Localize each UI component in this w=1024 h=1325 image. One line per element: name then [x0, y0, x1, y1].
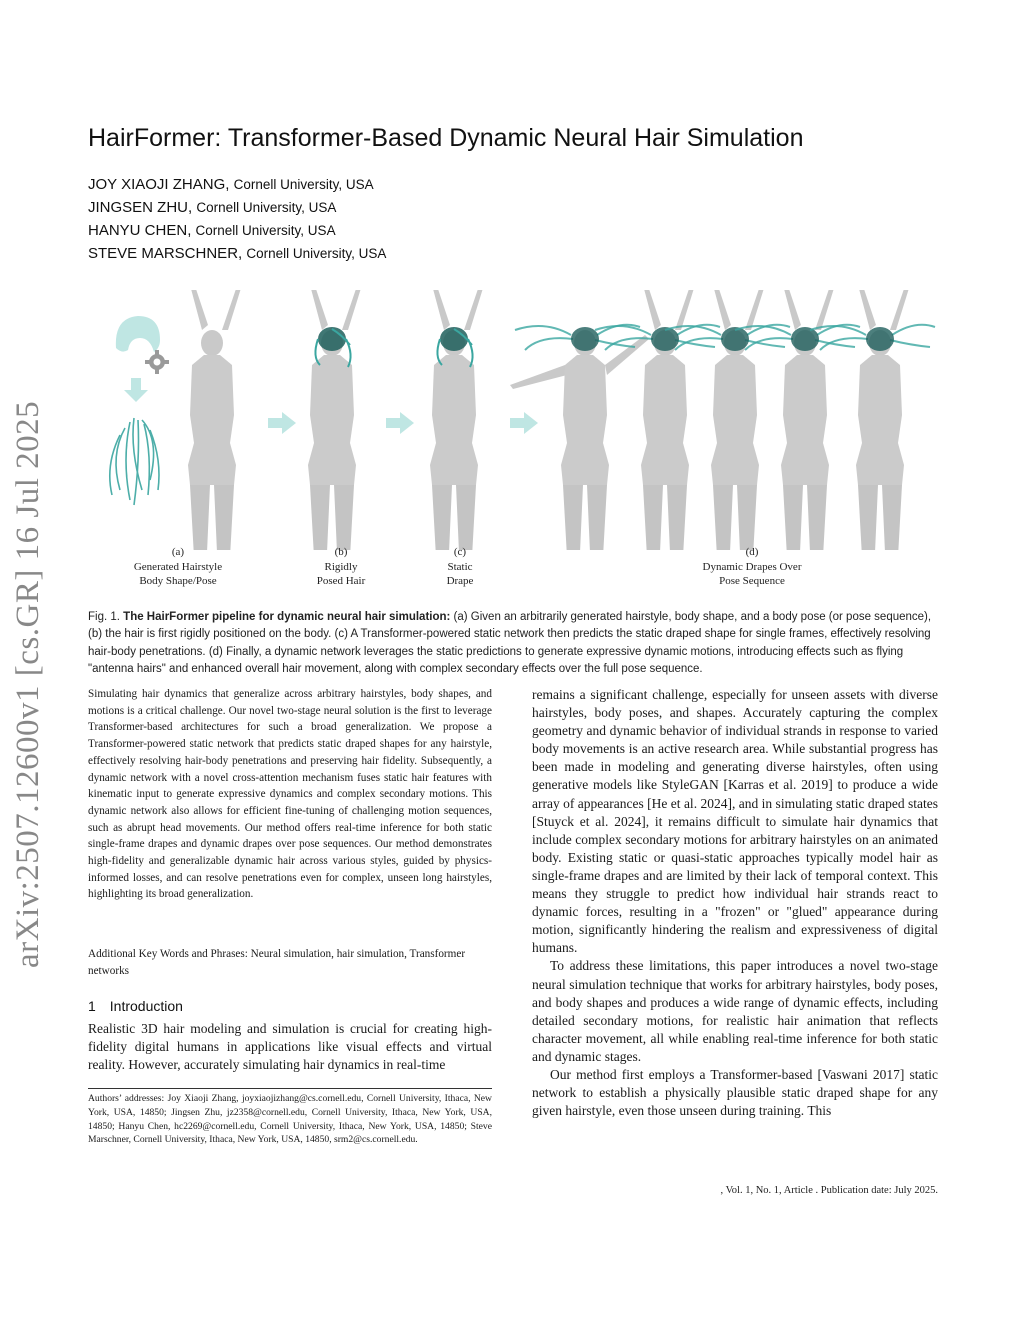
author-4: STEVE MARSCHNER, Cornell University, USA	[88, 245, 387, 262]
label-line: Posed Hair	[316, 575, 366, 587]
figure-label-b	[301, 545, 381, 589]
label-tag: (c)	[453, 546, 467, 558]
author-affiliation: Cornell University, USA	[195, 223, 336, 238]
author-affiliation: Cornell University, USA	[196, 200, 337, 215]
paper-title: HairFormer: Transformer-Based Dynamic Neural Hair Simulation	[88, 124, 804, 152]
figure-caption	[88, 609, 938, 678]
figure-label-d	[682, 545, 822, 589]
body-static-drape	[430, 290, 484, 550]
author-affiliation: Cornell University, USA	[246, 246, 387, 261]
label-line: Rigidly	[324, 560, 358, 573]
figure-label-a	[118, 545, 238, 589]
author-3: HANYU CHEN, Cornell University, USA	[88, 222, 336, 239]
footnote-divider	[88, 1088, 492, 1089]
body-generated	[188, 290, 242, 550]
label-tag: (a)	[171, 546, 185, 558]
right-column	[532, 686, 938, 1120]
section-heading-introduction	[88, 998, 183, 1014]
author-name: JOY XIAOJI ZHANG	[88, 176, 226, 193]
intro-paragraph: Realistic 3D hair modeling and simulation is crucial for creating high-fidelity digital humans in applications like visual effects and virtual reality. However, accurately simulating hair dynamics in real-time	[88, 1021, 492, 1073]
down-arrow-icon	[124, 378, 148, 402]
body-paragraph: remains a significant challenge, especially for unseen assets with diverse hairstyles, body poses, and shapes. Accurately capturing the complex geometry and dynamic behavior of individual strands in response to varied body movements is an active research area. While substantial progress has been made in modeling and generating diverse hairstyles, often using generative models like StyleGAN [Karras et al. 2019] to produce a wide array of appearances [He et al. 2024], and in simulating static draped states [Stuyck et al. 2024], it remains difficult to simulate hair dynamics that include complex secondary motions for arbitrary hairstyles on an animated body. Existing static or quasi-static approaches typically model hair as single-frame drapes and are limited by their lack of temporal context. This means they struggle to predict how individual hair strands react to dynamic forces, resulting in a "frozen" or "glued" appearance during motion, significantly hindering the realism and expressiveness of digital humans.	[532, 687, 938, 956]
arxiv-identifier: arXiv:2507.12600v1 [cs.GR] 16 Jul 2025	[10, 400, 46, 968]
label-line: Body Shape/Pose	[139, 575, 217, 587]
keywords: Additional Key Words and Phrases: Neural simulation, hair simulation, Transformer networks	[88, 948, 466, 977]
label-line: Static	[447, 560, 473, 573]
label-line: Generated Hairstyle	[133, 560, 223, 573]
hairstyle-icon	[116, 316, 160, 352]
page-footer: , Vol. 1, No. 1, Article . Publication date: July 2025.	[720, 1185, 938, 1196]
dynamic-sequence	[510, 290, 935, 550]
caption-bold: The HairFormer pipeline for dynamic neural hair simulation:	[123, 611, 451, 623]
pipeline-figure	[100, 290, 960, 550]
body-paragraph: Our method first employs a Transformer-based [Vaswani 2017] static network to establish a physically plausible static draped shape for any given hairstyle, even those unseen during training. This	[532, 1066, 938, 1119]
author-affiliation: Cornell University, USA	[233, 177, 374, 192]
author-2: JINGSEN ZHU, Cornell University, USA	[88, 199, 337, 216]
author-name: JINGSEN ZHU	[88, 199, 189, 216]
right-arrow-icon	[268, 412, 296, 434]
author-name: HANYU CHEN	[88, 222, 188, 239]
gear-icon	[145, 350, 169, 374]
label-tag: (b)	[334, 546, 348, 558]
author-name: STEVE MARSCHNER	[88, 245, 239, 262]
label-line: Dynamic Drapes Over	[702, 560, 802, 573]
caption-prefix: Fig. 1.	[88, 611, 120, 623]
label-tag: (d)	[745, 546, 759, 558]
figure-label-c	[425, 545, 495, 589]
author-addresses-footnote: Authors’ addresses: Joy Xiaoji Zhang, joyxiaojizhang@cs.cornell.edu, Cornell University, Ithaca, New York, USA, 14850; Jingsen Zhu, jz2358@cornell.edu, Cornell University, Ithaca, New York, USA, 14850; Hanyu Chen, hc2269@cornell.edu, Cornell University, Ithaca, New York, USA, 14850; Steve Marschner, Cornell University, Ithaca, New York, USA, 14850, srm2@cs.cornell.edu.	[88, 1093, 492, 1146]
label-line: Pose Sequence	[719, 575, 785, 587]
body-rigid-hair	[308, 290, 362, 550]
author-1: JOY XIAOJI ZHANG, Cornell University, USA	[88, 176, 374, 193]
section-title: Introduction	[109, 998, 183, 1014]
hair-strands-illustration	[110, 418, 159, 505]
label-line: Drape	[446, 575, 474, 587]
right-arrow-icon	[386, 412, 414, 434]
abstract: Simulating hair dynamics that generalize across arbitrary hairstyles, body shapes, and motions is a critical challenge. Our novel two-stage neural solution is the first to leverage Transformer-based architectures for such a broad generalization. We propose a Transformer-powered static network that predicts static draped shapes for any hairstyle, effectively resolving hair-body penetrations and preserving hair fidelity. Subsequently, a dynamic network with a novel cross-attention mechanism fuses static hair features with kinematic input to generate expressive dynamics and complex secondary motions. This dynamic network also allows for efficient fine-tuning of challenging motion sequences, such as abrupt head movements. Our method offers real-time inference for both static single-frame drapes and dynamic drapes over pose sequences. Our method demonstrates high-fidelity and generalizable dynamic hair across various styles, guided by physics-informed losses, and can resolve penetrations even for complex, unseen long hairstyles, highlighting its broad generalization.	[88, 688, 492, 901]
caption-text: (a) Given an arbitrarily generated hairstyle, body shape, and a body pose (or pose sequence), (b) the hair is first rigidly positioned on the body. (c) A Transformer-powered static network then predicts the static draped shape for single frames, effectively resolving hair-body penetrations. (d) Finally, a dynamic network leverages the static predictions to generate expressive dynamic motions, introducing effects such as flying "antenna hairs" and enhanced overall hair movement, along with complex secondary effects over the full pose sequence.	[88, 611, 932, 675]
section-number: 1	[88, 998, 96, 1014]
body-paragraph: To address these limitations, this paper introduces a novel two-stage neural simulation technique that works for arbitrary hairstyles, body poses, and body shapes and produces a wide range of dynamic effects, including detailed secondary motions, for realistic hair animation that reflects character movement, all while enabling real-time inference for both static and dynamic stages.	[532, 958, 938, 1064]
right-arrow-icon	[510, 412, 538, 434]
